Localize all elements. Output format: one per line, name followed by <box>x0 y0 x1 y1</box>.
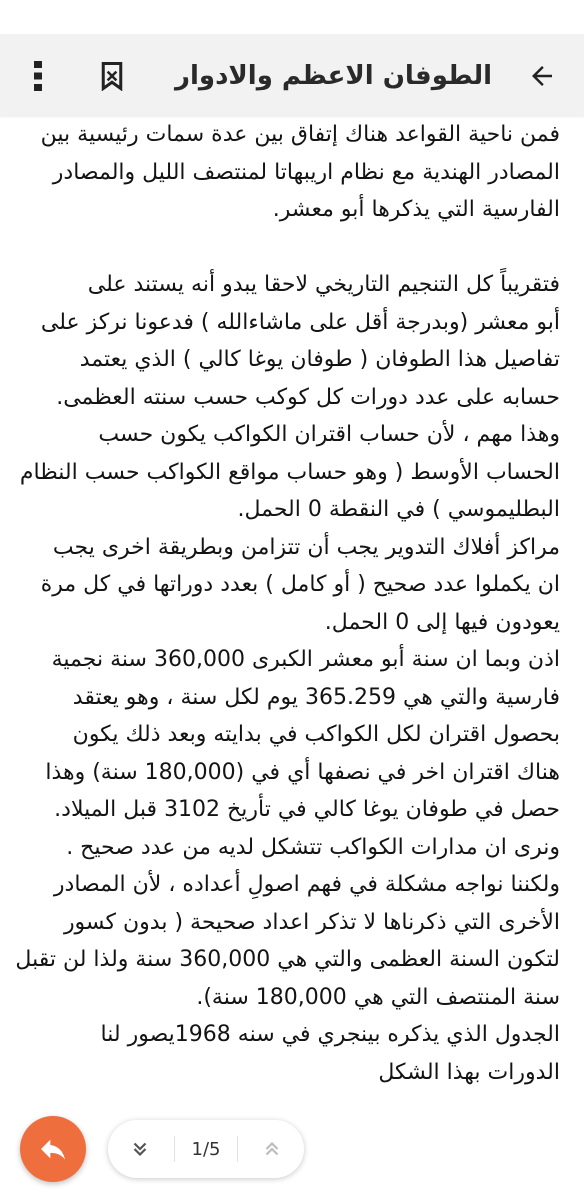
next-page-button[interactable] <box>122 1131 158 1167</box>
page-title: الطوفان الاعظم والادوار <box>175 61 492 91</box>
article-line: الحساب الأوسط ( وهو حساب مواقع الكواكب حسب النظام <box>19 459 560 485</box>
double-chevron-down-icon <box>129 1138 151 1160</box>
article-line: البطليموسي ) في النقطة 0 الحمل. <box>237 497 560 522</box>
divider <box>237 1136 238 1162</box>
article-line: حسابه على عدد دورات كل كوكب حسب سنته العظمى. <box>56 384 560 410</box>
article-line: هناك اقتران اخر في نصفها أي في (180,000 سنة) وهذا <box>45 759 560 785</box>
reply-button[interactable] <box>20 1116 86 1182</box>
article-line: مراكز أفلاك التدوير يجب أن تتزامن وبطريقة اخرى يجب <box>52 534 560 560</box>
page-indicator: 1/5 <box>191 1138 221 1160</box>
bookmark-button[interactable] <box>92 56 132 96</box>
article-line: الدورات بهذا الشكل <box>378 1059 560 1085</box>
article-line: يعودون فيها إلى 0 الحمل. <box>324 609 560 635</box>
arrow-back-icon <box>527 61 557 91</box>
article-line: الجدول الذي يذكره بينجري في سنه 1968يصور لنا <box>100 1022 560 1047</box>
article-line: أبو معشر (وبدرجة أقل على ماشاءالله ) فدعونا نركز على <box>40 309 560 335</box>
article-line: فارسية والتي هي 365.259 يوم لكل سنة ، وهو يعتقد <box>72 684 560 710</box>
article-line: المصادر الهندية مع نظام اريبهاتا لمنتصف الليل والمصادر <box>52 159 560 185</box>
article-body <box>15 116 560 1091</box>
article-line: الأخرى التي ذكرناها لا تذكر اعداد صحيحة ( بدون كسور <box>63 909 560 935</box>
double-chevron-up-icon <box>261 1138 283 1160</box>
article-line: لتكون السنة العظمى والتي هي 360,000 سنة ولذا لن تقبل <box>15 947 560 972</box>
bookmark-outline-icon <box>99 61 125 91</box>
article-line: ان يكملوا عدد صحيح ( أو كامل ) بعدد دوراتها في كل مرة <box>40 572 560 597</box>
more-options-button[interactable] <box>18 56 58 96</box>
reply-icon <box>37 1133 69 1165</box>
back-button[interactable] <box>522 56 562 96</box>
article-line: اذن وبما ان سنة أبو معشر الكبرى 360,000 سنة نجمية <box>51 647 560 672</box>
article-line: فتقريباً كل التنجيم التاريخي لاحقا يبدو أنه يستند على <box>87 272 560 297</box>
more-vert-icon <box>32 60 44 92</box>
article-line: حصل في طوفان يوغا كالي في تأريخ 3102 قبل الميلاد. <box>54 797 560 822</box>
paragraph-gap <box>24 229 560 267</box>
app-bar <box>0 34 584 116</box>
article-line: سنة المنتصف التي هي 180,000 سنة). <box>196 984 560 1010</box>
article-line: بحصول اقتران لكل الكواكب في بدايته وبعد ذلك يكون <box>72 722 560 747</box>
page-navigator <box>108 1120 304 1178</box>
article-line: ونرى ان مدارات الكواكب تتشكل لديه من عدد صحيح . <box>66 834 560 860</box>
article-line: الفارسية التي يذكرها أبو معشر. <box>272 197 560 222</box>
reader-content[interactable] <box>0 116 584 1200</box>
article-line: وهذا مهم ، لأن حساب اقتران الكواكب يكون حسب <box>98 422 560 447</box>
article-line: تفاصيل هذا الطوفان ( طوفان يوغا كالي ) الذي يعتمد <box>79 347 560 372</box>
prev-page-button[interactable] <box>254 1131 290 1167</box>
article-line: ولكننا نواجه مشكلة في فهم اصولِ أعداده ، لأن المصادر <box>53 872 560 897</box>
divider <box>174 1136 175 1162</box>
article-line: فمن ناحية القواعد هناك إتفاق بين عدة سمات رئيسية بين <box>40 122 560 147</box>
status-bar <box>0 0 584 34</box>
